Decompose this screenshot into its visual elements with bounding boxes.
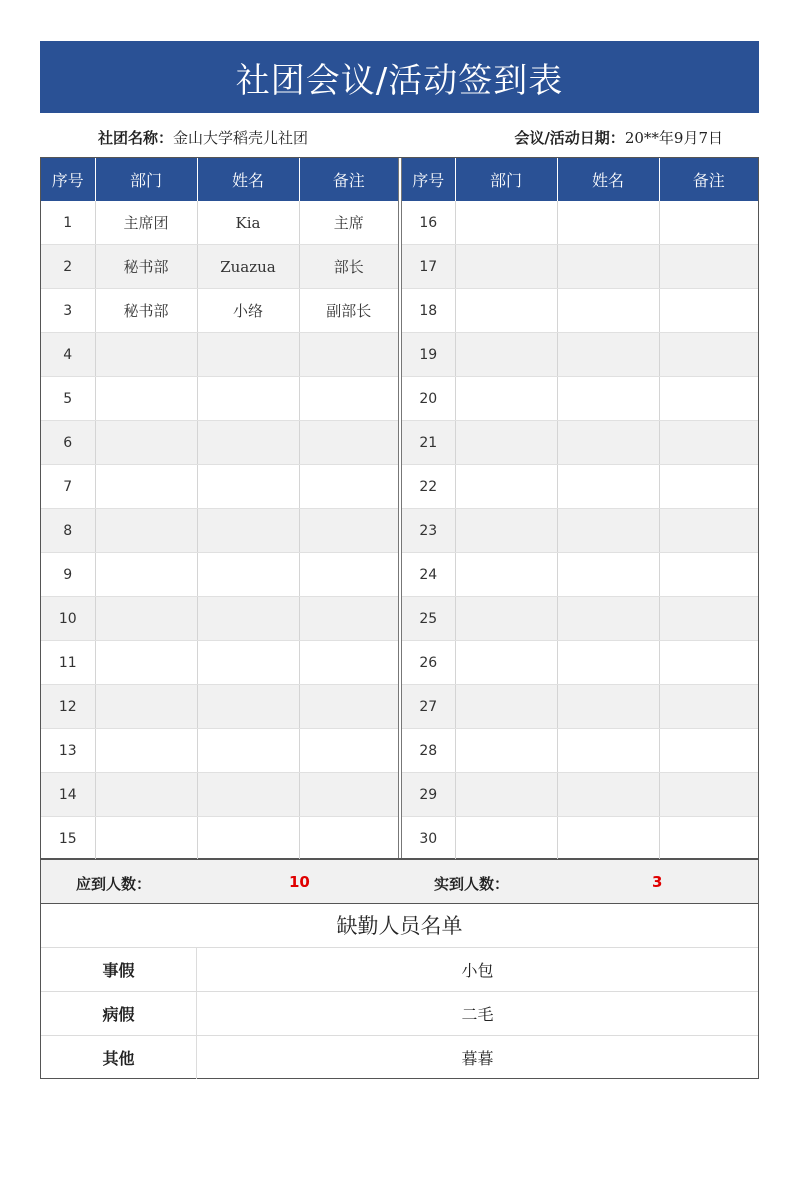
note-cell[interactable] xyxy=(659,245,758,289)
table-row xyxy=(41,509,398,553)
club-name-value: 金山大学稻壳儿社团 xyxy=(173,129,309,147)
note-cell[interactable] xyxy=(659,729,758,773)
department-cell[interactable] xyxy=(95,333,197,377)
note-cell[interactable]: 主席 xyxy=(299,201,398,245)
name-cell[interactable] xyxy=(197,333,299,377)
table-row xyxy=(402,245,758,289)
club-name-label: 社团名称： xyxy=(98,129,174,147)
note-cell[interactable] xyxy=(659,773,758,817)
table-row xyxy=(402,597,758,641)
note-cell[interactable] xyxy=(299,509,398,553)
department-cell[interactable] xyxy=(95,509,197,553)
name-cell[interactable] xyxy=(557,201,659,245)
department-cell[interactable] xyxy=(455,201,557,245)
department-cell[interactable]: 秘书部 xyxy=(95,245,197,289)
meeting-date xyxy=(514,127,723,148)
note-cell[interactable] xyxy=(299,553,398,597)
name-cell[interactable] xyxy=(557,465,659,509)
sign-in-table-left xyxy=(41,158,398,858)
table-row xyxy=(41,641,398,685)
table-row xyxy=(402,817,758,861)
page-title: 社团会议/活动签到表 xyxy=(40,41,759,113)
column-header-note: 备注 xyxy=(299,158,398,201)
note-cell[interactable] xyxy=(659,817,758,861)
table-row xyxy=(41,553,398,597)
department-cell[interactable] xyxy=(455,421,557,465)
absence-type: 病假 xyxy=(41,992,197,1035)
name-cell[interactable] xyxy=(197,597,299,641)
row-number-cell[interactable]: 5 xyxy=(41,377,95,421)
note-cell[interactable] xyxy=(299,685,398,729)
row-number-cell[interactable]: 8 xyxy=(41,509,95,553)
name-cell[interactable] xyxy=(557,729,659,773)
name-cell[interactable] xyxy=(197,377,299,421)
note-cell[interactable] xyxy=(299,333,398,377)
name-cell[interactable] xyxy=(197,773,299,817)
department-cell[interactable] xyxy=(455,773,557,817)
expected-count-label: 应到人数： xyxy=(76,875,152,893)
row-number-cell[interactable]: 4 xyxy=(41,333,95,377)
name-cell[interactable] xyxy=(197,509,299,553)
name-cell[interactable] xyxy=(557,817,659,861)
row-number-cell[interactable]: 2 xyxy=(41,245,95,289)
column-header-department: 部门 xyxy=(455,158,557,201)
table-row xyxy=(41,817,398,861)
note-cell[interactable] xyxy=(659,201,758,245)
name-cell[interactable]: Kia xyxy=(197,201,299,245)
name-cell[interactable]: 小络 xyxy=(197,289,299,333)
table-row xyxy=(41,201,398,245)
note-cell[interactable] xyxy=(299,641,398,685)
department-cell[interactable] xyxy=(95,465,197,509)
name-cell[interactable] xyxy=(557,685,659,729)
absence-type: 事假 xyxy=(41,948,197,991)
note-cell[interactable] xyxy=(299,729,398,773)
row-number-cell[interactable]: 21 xyxy=(402,421,455,465)
row-number-cell[interactable]: 15 xyxy=(41,817,95,861)
row-number-cell[interactable]: 3 xyxy=(41,289,95,333)
row-number-cell[interactable]: 22 xyxy=(402,465,455,509)
expected-count-value: 10 xyxy=(289,873,310,891)
row-number-cell[interactable]: 14 xyxy=(41,773,95,817)
absence-list-title: 缺勤人员名单 xyxy=(41,903,758,948)
absence-list xyxy=(40,903,759,1079)
sign-in-table-right xyxy=(402,158,758,858)
table-row xyxy=(402,773,758,817)
table-row xyxy=(41,245,398,289)
column-header-name: 姓名 xyxy=(197,158,299,201)
table-row xyxy=(402,201,758,245)
row-number-cell[interactable]: 11 xyxy=(41,641,95,685)
department-cell[interactable]: 秘书部 xyxy=(95,289,197,333)
name-cell[interactable] xyxy=(557,289,659,333)
department-cell[interactable] xyxy=(95,597,197,641)
table-row xyxy=(41,729,398,773)
table-row xyxy=(41,333,398,377)
absence-type: 其他 xyxy=(41,1036,197,1079)
name-cell[interactable] xyxy=(197,685,299,729)
note-cell[interactable] xyxy=(659,377,758,421)
table-row xyxy=(402,685,758,729)
row-number-cell[interactable]: 10 xyxy=(41,597,95,641)
table-row xyxy=(402,553,758,597)
note-cell[interactable] xyxy=(299,773,398,817)
note-cell[interactable] xyxy=(659,641,758,685)
name-cell[interactable] xyxy=(557,245,659,289)
note-cell[interactable] xyxy=(299,817,398,861)
sign-in-grid xyxy=(40,157,759,859)
department-cell[interactable] xyxy=(455,553,557,597)
table-row xyxy=(402,377,758,421)
club-name xyxy=(98,127,308,148)
table-row xyxy=(41,421,398,465)
name-cell[interactable] xyxy=(197,421,299,465)
column-header-number: 序号 xyxy=(41,158,95,201)
row-number-cell[interactable]: 16 xyxy=(402,201,455,245)
row-number-cell[interactable]: 9 xyxy=(41,553,95,597)
meeting-date-label: 会议/活动日期： xyxy=(514,129,625,147)
actual-count-label: 实到人数： xyxy=(434,875,510,893)
department-cell[interactable] xyxy=(95,685,197,729)
row-number-cell[interactable]: 19 xyxy=(402,333,455,377)
absence-names[interactable]: 暮暮 xyxy=(461,1049,494,1068)
table-row xyxy=(402,421,758,465)
table-row xyxy=(402,509,758,553)
department-cell[interactable] xyxy=(95,641,197,685)
department-cell[interactable] xyxy=(95,553,197,597)
note-cell[interactable] xyxy=(659,333,758,377)
table-row xyxy=(402,641,758,685)
department-cell[interactable] xyxy=(95,817,197,861)
table-row xyxy=(402,333,758,377)
actual-count-value: 3 xyxy=(652,873,663,891)
column-header-note: 备注 xyxy=(659,158,758,201)
name-cell[interactable] xyxy=(557,509,659,553)
table-row xyxy=(41,465,398,509)
table-row xyxy=(402,729,758,773)
department-cell[interactable] xyxy=(95,377,197,421)
column-header-department: 部门 xyxy=(95,158,197,201)
info-row xyxy=(40,122,759,152)
absence-row xyxy=(41,992,758,1036)
name-cell[interactable] xyxy=(557,553,659,597)
row-number-cell[interactable]: 1 xyxy=(41,201,95,245)
note-cell[interactable] xyxy=(659,465,758,509)
name-cell[interactable] xyxy=(557,773,659,817)
row-number-cell[interactable]: 26 xyxy=(402,641,455,685)
name-cell[interactable] xyxy=(197,817,299,861)
table-header-left xyxy=(41,158,398,201)
note-cell[interactable] xyxy=(659,421,758,465)
row-number-cell[interactable]: 30 xyxy=(402,817,455,861)
department-cell[interactable] xyxy=(95,729,197,773)
department-cell[interactable] xyxy=(95,421,197,465)
note-cell[interactable] xyxy=(299,377,398,421)
name-cell[interactable] xyxy=(557,333,659,377)
row-number-cell[interactable]: 28 xyxy=(402,729,455,773)
note-cell[interactable] xyxy=(299,465,398,509)
department-cell[interactable] xyxy=(455,333,557,377)
column-header-name: 姓名 xyxy=(557,158,659,201)
row-number-cell[interactable]: 12 xyxy=(41,685,95,729)
name-cell[interactable] xyxy=(557,377,659,421)
absence-names[interactable]: 二毛 xyxy=(461,1005,494,1024)
table-row xyxy=(41,289,398,333)
note-cell[interactable] xyxy=(299,597,398,641)
name-cell[interactable] xyxy=(197,641,299,685)
department-cell[interactable] xyxy=(455,641,557,685)
row-number-cell[interactable]: 25 xyxy=(402,597,455,641)
department-cell[interactable] xyxy=(455,245,557,289)
absence-row xyxy=(41,1036,758,1079)
absence-row xyxy=(41,948,758,992)
name-cell[interactable] xyxy=(197,465,299,509)
table-header-right xyxy=(402,158,758,201)
name-cell[interactable] xyxy=(197,553,299,597)
department-cell[interactable] xyxy=(455,465,557,509)
note-cell[interactable] xyxy=(299,421,398,465)
table-row xyxy=(41,773,398,817)
department-cell[interactable] xyxy=(455,817,557,861)
absence-names[interactable]: 小包 xyxy=(461,961,494,980)
department-cell[interactable] xyxy=(455,377,557,421)
name-cell[interactable] xyxy=(557,641,659,685)
column-header-number: 序号 xyxy=(402,158,455,201)
row-number-cell[interactable]: 7 xyxy=(41,465,95,509)
note-cell[interactable] xyxy=(659,553,758,597)
department-cell[interactable] xyxy=(455,509,557,553)
department-cell[interactable] xyxy=(95,773,197,817)
note-cell[interactable] xyxy=(659,509,758,553)
name-cell[interactable] xyxy=(557,597,659,641)
table-row xyxy=(402,289,758,333)
table-row xyxy=(41,685,398,729)
note-cell[interactable] xyxy=(659,685,758,729)
department-cell[interactable] xyxy=(455,289,557,333)
note-cell[interactable] xyxy=(659,289,758,333)
table-row xyxy=(41,377,398,421)
row-number-cell[interactable]: 20 xyxy=(402,377,455,421)
name-cell[interactable] xyxy=(557,421,659,465)
meeting-date-value: 20**年9月7日 xyxy=(624,129,723,147)
row-number-cell[interactable]: 17 xyxy=(402,245,455,289)
table-row xyxy=(41,597,398,641)
name-cell[interactable] xyxy=(197,729,299,773)
department-cell[interactable] xyxy=(455,729,557,773)
attendance-summary xyxy=(40,859,759,904)
row-number-cell[interactable]: 27 xyxy=(402,685,455,729)
note-cell[interactable]: 部长 xyxy=(299,245,398,289)
note-cell[interactable]: 副部长 xyxy=(299,289,398,333)
note-cell[interactable] xyxy=(659,597,758,641)
department-cell[interactable]: 主席团 xyxy=(95,201,197,245)
row-number-cell[interactable]: 24 xyxy=(402,553,455,597)
row-number-cell[interactable]: 23 xyxy=(402,509,455,553)
row-number-cell[interactable]: 6 xyxy=(41,421,95,465)
row-number-cell[interactable]: 13 xyxy=(41,729,95,773)
department-cell[interactable] xyxy=(455,685,557,729)
name-cell[interactable]: Zuazua xyxy=(197,245,299,289)
department-cell[interactable] xyxy=(455,597,557,641)
row-number-cell[interactable]: 29 xyxy=(402,773,455,817)
row-number-cell[interactable]: 18 xyxy=(402,289,455,333)
table-row xyxy=(402,465,758,509)
